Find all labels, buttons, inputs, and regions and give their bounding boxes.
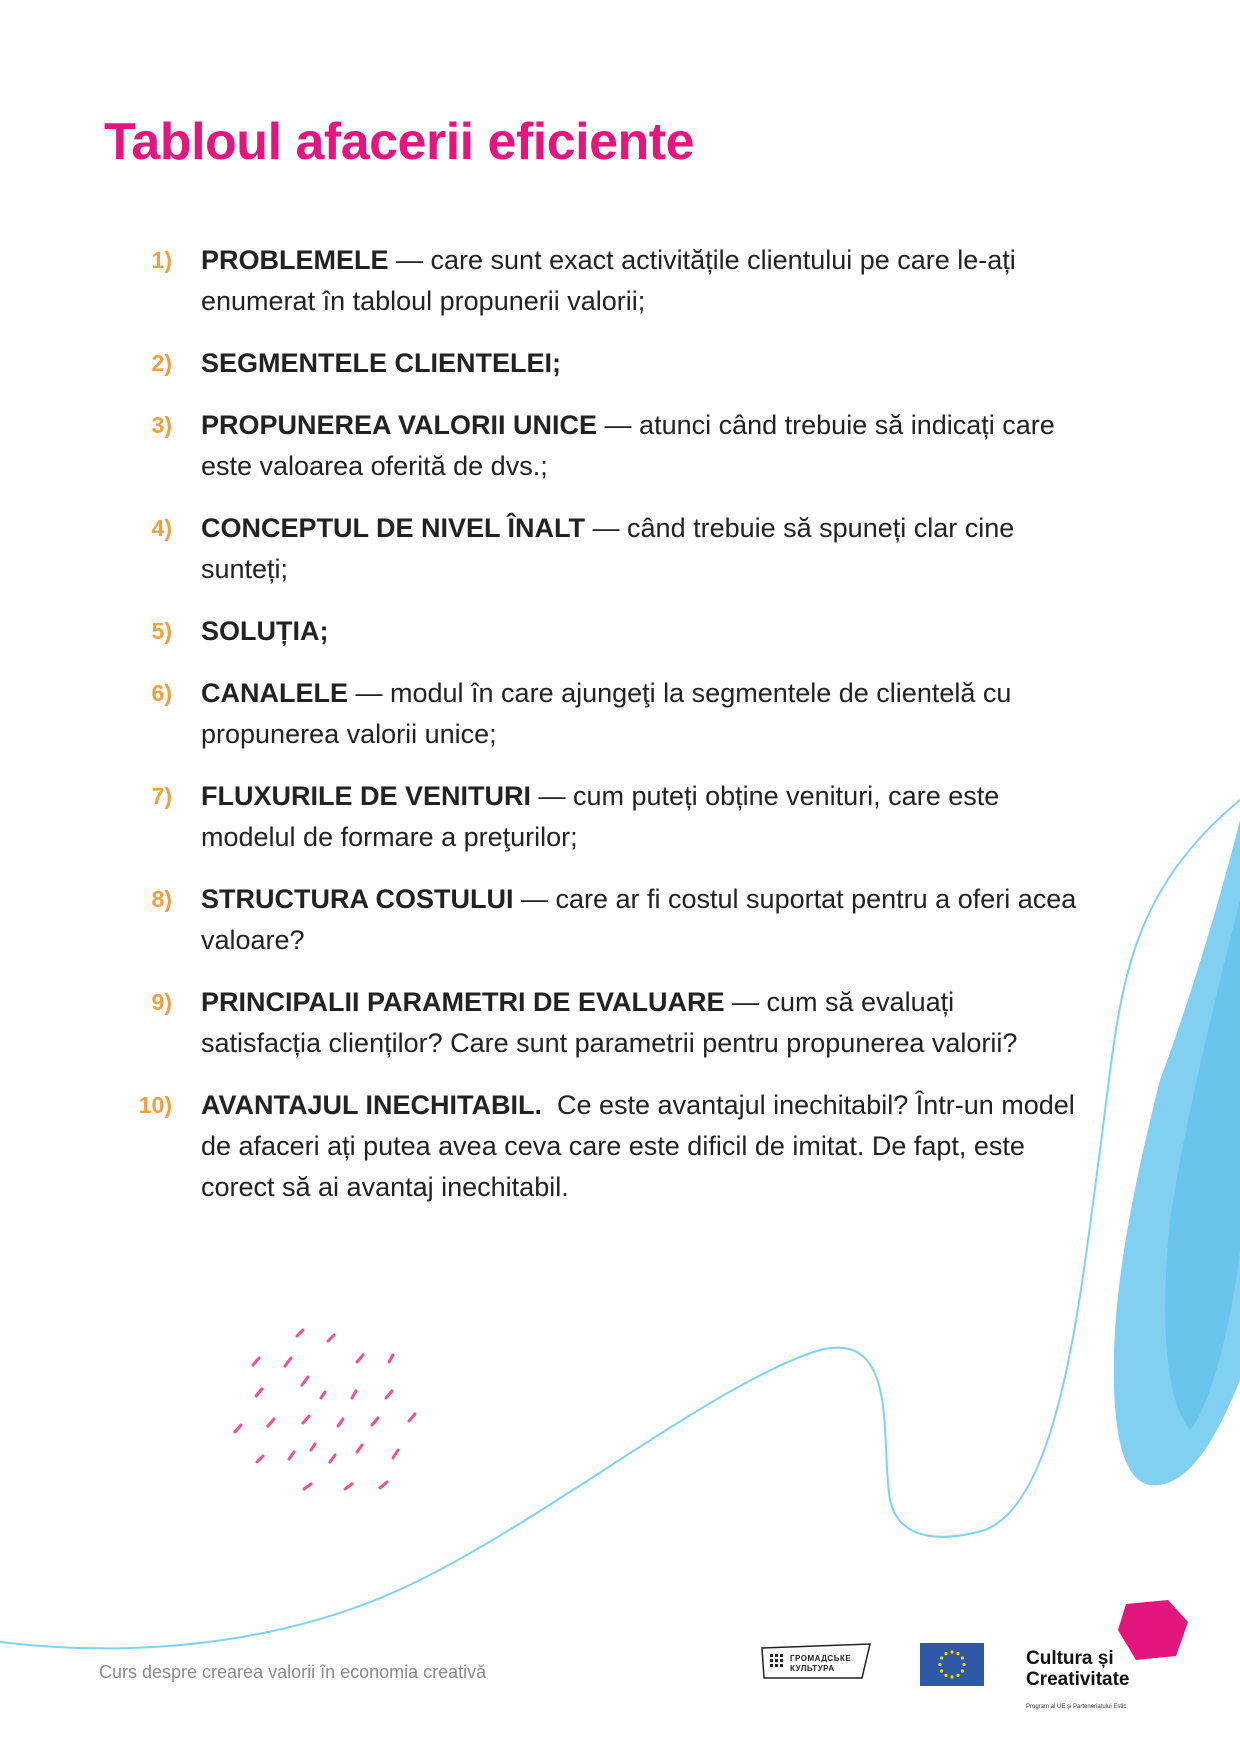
item-description: Ce este avantajul inechitabil? Într-un model de afaceri ați putea avea ceva care este dificil de imitat. De fapt, este corect să ai avantaj inechitabil.: [201, 1090, 1083, 1202]
item-description: — când trebuie să spuneți clar cine sunteți;: [201, 513, 1022, 584]
eu-stars-icon: [920, 1643, 984, 1686]
page-title: Tabloul afacerii eficiente: [104, 113, 695, 171]
eu-flag-icon: [920, 1643, 984, 1686]
item-heading: AVANTAJUL INECHITABIL.: [201, 1090, 542, 1120]
cultura-creativitate-logo: [1026, 1648, 1146, 1710]
item-description: — cum puteți obține venituri, care este modelul de formare a preţurilor;: [201, 781, 1007, 852]
item-heading: CANALELE: [201, 678, 348, 708]
item-list: [100, 240, 1084, 1229]
item-text: [201, 1085, 1083, 1208]
item-text: [201, 673, 1080, 755]
list-item: [100, 240, 1080, 322]
item-heading: FLUXURILE DE VENITURI: [201, 781, 532, 811]
item-heading: PROBLEMELE: [201, 245, 389, 275]
pink-dash-pattern: [235, 1330, 415, 1489]
item-heading: PROPUNEREA VALORII UNICE: [201, 410, 598, 440]
item-text: [201, 879, 1084, 961]
item-heading: CONCEPTUL DE NIVEL ÎNALT: [201, 513, 586, 543]
item-description: — modul în care ajungeţi la segmentele de clientelă cu propunerea valorii unice;: [201, 678, 1019, 749]
item-description: — care ar fi costul suportat pentru a oferi acea valoare?: [201, 884, 1084, 955]
list-item: [100, 508, 1080, 590]
item-number: 9): [151, 989, 172, 1015]
item-text: [201, 611, 1080, 652]
item-text: [201, 343, 1080, 384]
item-description: — care sunt exact activitățile clientului pe care le-ați enumerat în tabloul propunerii valorii;: [201, 245, 1024, 316]
footer-course-title: Curs despre crearea valorii în economia creativă: [99, 1662, 487, 1682]
item-heading: SEGMENTELE CLIENTELEI;: [201, 348, 562, 378]
item-heading: SOLUȚIA;: [201, 616, 329, 646]
list-item: [100, 1085, 1083, 1208]
cs-logo-subtitle: Program al UE și Parteneriatului Estic: [1026, 1704, 1127, 1710]
item-text: [201, 405, 1080, 487]
item-number: 5): [151, 618, 172, 644]
logo1-label: ГРОМАДСЬКЕ КУЛЬТУРА: [790, 1654, 852, 1673]
list-item: [100, 611, 1080, 652]
hromadske-kultura-logo: [760, 1642, 872, 1680]
item-description: — cum să evaluați satisfacția clienților? Care sunt parametrii pentru propunerea valorii?: [201, 987, 1018, 1058]
item-text: [201, 982, 1080, 1064]
list-item: [100, 879, 1084, 961]
item-number: 1): [151, 247, 172, 273]
item-number: 8): [151, 886, 172, 912]
item-number: 6): [151, 680, 172, 706]
item-text: [201, 776, 1080, 858]
item-number: 7): [151, 783, 172, 809]
item-number: 10): [138, 1092, 172, 1118]
list-item: [100, 982, 1080, 1064]
item-heading: PRINCIPALII PARAMETRI DE EVALUARE: [201, 987, 725, 1017]
item-text: [201, 508, 1080, 590]
item-text: [201, 240, 1080, 322]
item-heading: STRUCTURA COSTULUI: [201, 884, 514, 914]
list-item: [100, 405, 1080, 487]
item-description: — atunci când trebuie să indicați care este valoarea oferită de dvs.;: [201, 410, 1063, 481]
item-number: 4): [151, 515, 172, 541]
list-item: [100, 776, 1080, 858]
list-item: [100, 343, 1080, 384]
item-number: 2): [151, 350, 172, 376]
cs-logo-name: Cultura și Creativitate: [1026, 1648, 1130, 1690]
item-number: 3): [151, 412, 172, 438]
list-item: [100, 673, 1080, 755]
